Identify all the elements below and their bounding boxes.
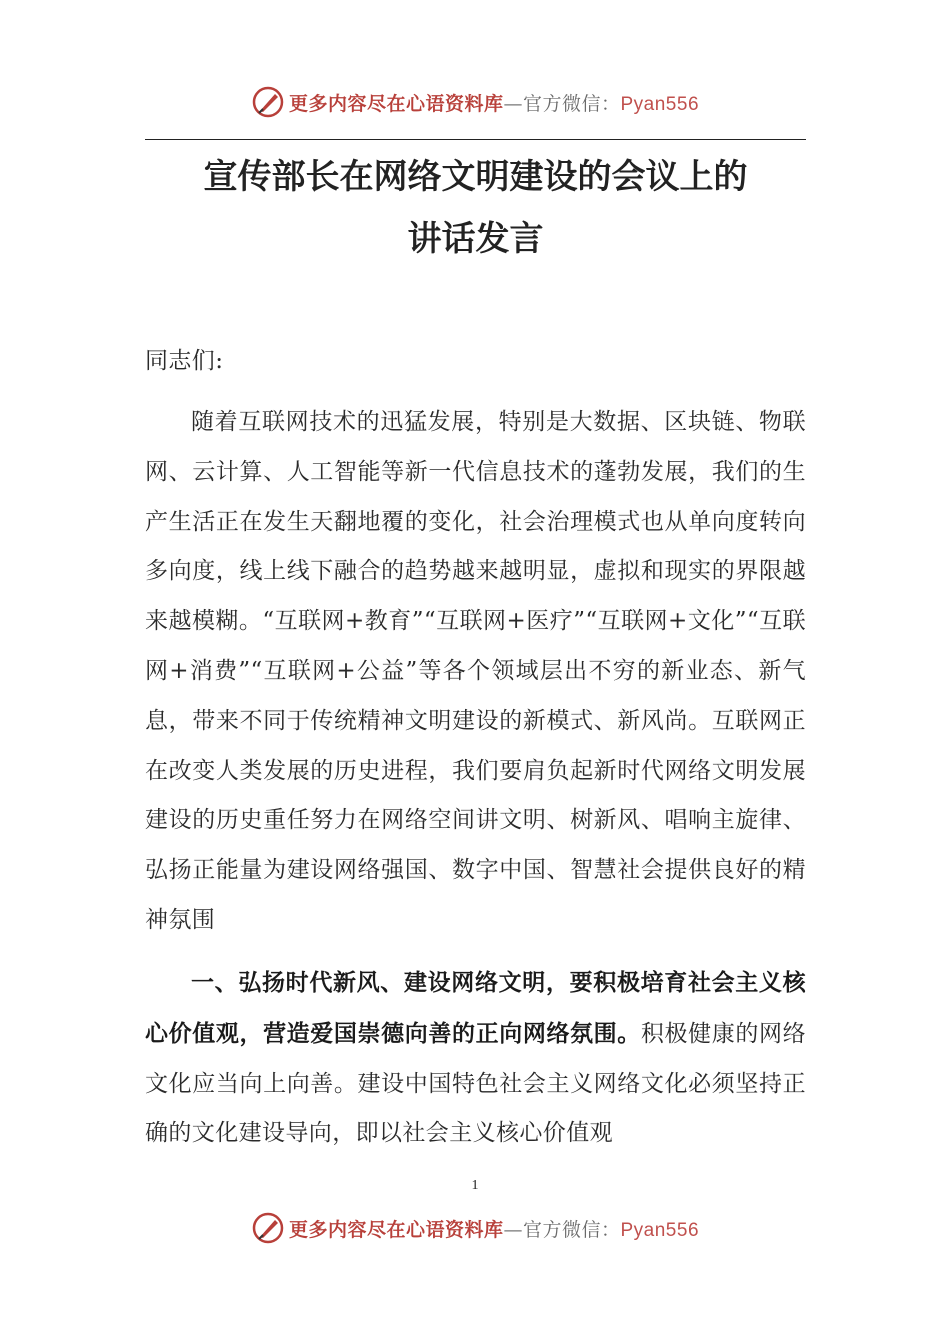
quill-logo-icon <box>251 1211 285 1245</box>
section-1-text: 积极健康的网络文化应当向上向善。建设中国特色社会主义网络文化必须坚持正确的文化建设导向，即以社会主义核心价值观 <box>145 1020 806 1147</box>
paragraph-1: 随着互联网技术的迅猛发展，特别是大数据、区块链、物联网、云计算、人工智能等新一代信息技术的蓬勃发展，我们的生产生活正在发生天翻地覆的变化，社会治理模式也从单向度转向多向度，线上线下融合的趋势越来越明显，虚拟和现实的界限越来越模糊。“互联网+教育”“互联网+医疗”“互联网+文化”“互联网+消费”“互联网+公益”等各个领域层出不穷的新业态、新气息，带来不同于传统精神文明建设的新模式、新风尚。互联网正在改变人类发展的历史进程，我们要肩负起新时代网络文明发展建设的历史重任努力在网络空间讲文明、树新风、唱响主旋律、弘扬正能量为建设网络强国、数字中国、智慧社会提供良好的精神氛围 <box>145 409 806 933</box>
section-1-heading: 一、弘扬时代新风、建设网络文明，要积极培育社会主义核心价值观，营造爱国崇德向善的正向网络氛围。 <box>145 969 806 1047</box>
paragraph-2 <box>145 958 806 1159</box>
header-watermark <box>0 82 950 122</box>
watermark-separator: — <box>503 1218 523 1241</box>
greeting: 同志们: <box>145 348 224 374</box>
document-title <box>145 146 806 270</box>
watermark-wechat-id: Pyan556 <box>620 93 700 115</box>
title-line-1: 宣传部长在网络文明建设的会议上的 <box>203 157 748 197</box>
watermark-brand: 更多内容尽在心语资料库 <box>288 92 504 115</box>
watermark-separator: — <box>503 92 523 115</box>
watermark-brand: 更多内容尽在心语资料库 <box>288 1218 504 1241</box>
quill-logo-icon <box>251 85 285 119</box>
page-number: 1 <box>471 1178 479 1193</box>
footer-watermark <box>0 1208 950 1248</box>
header-rule <box>145 139 806 140</box>
watermark-wechat-id: Pyan556 <box>620 1219 700 1241</box>
watermark-label: 官方微信： <box>522 1218 621 1241</box>
title-line-2: 讲话发言 <box>407 219 544 259</box>
watermark-label: 官方微信： <box>522 92 621 115</box>
